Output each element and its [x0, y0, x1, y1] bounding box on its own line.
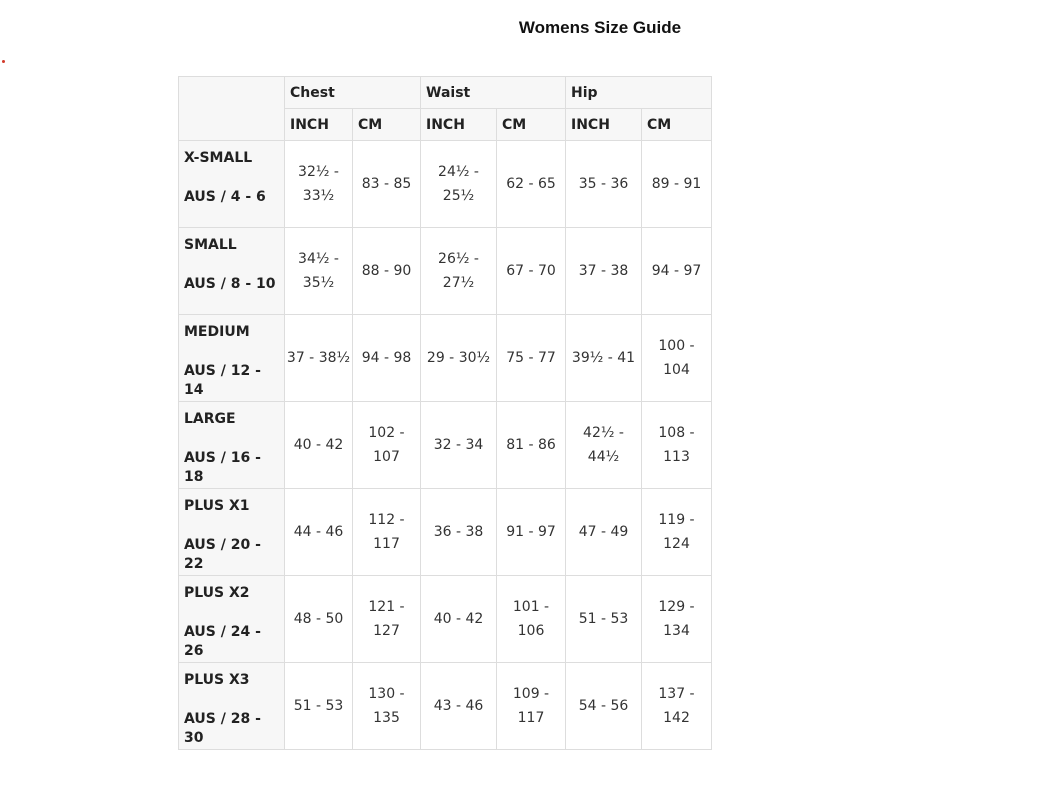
cell-hip-inch — [566, 663, 642, 750]
cell-waist-cm — [497, 228, 566, 315]
size-name: X-SMALL — [184, 150, 253, 166]
cell-chest-inch — [285, 228, 353, 315]
cell-value: 26½ - 27½ — [438, 251, 479, 291]
cell-value: 121 - 127 — [368, 599, 405, 639]
cell-hip-cm — [642, 228, 712, 315]
unit-header-waist-inch: INCH — [421, 109, 497, 141]
size-name: PLUS X3 — [184, 672, 250, 688]
cell-chest-cm — [353, 489, 421, 576]
cell-chest-cm — [353, 576, 421, 663]
size-table-body — [179, 141, 712, 750]
aus-size: AUS / 4 - 6 — [184, 189, 266, 205]
table-row — [179, 576, 712, 663]
cell-value: 102 - 107 — [368, 425, 405, 465]
cell-value: 129 - 134 — [658, 599, 695, 639]
cell-waist-cm — [497, 576, 566, 663]
cell-value: 91 - 97 — [506, 524, 556, 540]
cell-waist-inch — [421, 315, 497, 402]
cell-value: 32½ - 33½ — [298, 164, 339, 204]
cell-chest-inch — [285, 141, 353, 228]
group-header-row — [179, 77, 712, 109]
group-header-chest: Chest — [285, 77, 421, 109]
cell-value: 51 - 53 — [578, 611, 629, 627]
aus-size: AUS / 12 - 14 — [184, 363, 261, 398]
cell-value: 130 - 135 — [368, 686, 405, 726]
unit-header-hip-inch: INCH — [566, 109, 642, 141]
cell-value: 47 - 49 — [578, 524, 629, 540]
cell-hip-inch — [566, 315, 642, 402]
group-header-hip: Hip — [566, 77, 712, 109]
cell-value: 83 - 85 — [361, 176, 412, 192]
cell-hip-cm — [642, 489, 712, 576]
size-name: SMALL — [184, 237, 237, 253]
size-name: PLUS X2 — [184, 585, 250, 601]
cell-chest-inch — [285, 315, 353, 402]
unit-header-waist-cm: CM — [497, 109, 566, 141]
cell-value: 39½ - 41 — [571, 350, 636, 366]
row-header — [179, 228, 285, 315]
cell-waist-cm — [497, 315, 566, 402]
cell-hip-cm — [642, 402, 712, 489]
unit-header-chest-inch: INCH — [285, 109, 353, 141]
cell-waist-cm — [497, 663, 566, 750]
cell-value: 81 - 86 — [506, 437, 556, 453]
table-row — [179, 402, 712, 489]
group-header-waist: Waist — [421, 77, 566, 109]
size-name: LARGE — [184, 411, 236, 427]
cell-value: 119 - 124 — [658, 512, 695, 552]
cell-hip-cm — [642, 141, 712, 228]
cell-value: 100 - 104 — [658, 338, 695, 378]
cell-waist-cm — [497, 141, 566, 228]
cell-chest-cm — [353, 315, 421, 402]
cell-hip-cm — [642, 576, 712, 663]
size-name: MEDIUM — [184, 324, 250, 340]
cell-chest-inch — [285, 489, 353, 576]
cell-value: 44 - 46 — [293, 524, 344, 540]
cell-value: 37 - 38½ — [286, 350, 351, 366]
cell-value: 51 - 53 — [293, 698, 344, 714]
table-row — [179, 141, 712, 228]
table-row — [179, 315, 712, 402]
unit-header-hip-cm: CM — [642, 109, 712, 141]
aus-size: AUS / 20 - 22 — [184, 537, 261, 572]
cell-waist-cm — [497, 402, 566, 489]
cell-value: 42½ - 44½ — [583, 425, 624, 465]
cell-value: 43 - 46 — [433, 698, 484, 714]
row-header — [179, 576, 285, 663]
cell-value: 137 - 142 — [658, 686, 695, 726]
cell-hip-inch — [566, 576, 642, 663]
cell-value: 67 - 70 — [506, 263, 556, 279]
cell-hip-cm — [642, 663, 712, 750]
cell-chest-cm — [353, 663, 421, 750]
cell-value: 75 - 77 — [506, 350, 556, 366]
table-row — [179, 489, 712, 576]
cell-value: 108 - 113 — [658, 425, 695, 465]
cell-value: 112 - 117 — [368, 512, 405, 552]
cell-value: 40 - 42 — [293, 437, 344, 453]
row-header — [179, 315, 285, 402]
cell-value: 88 - 90 — [361, 263, 412, 279]
cell-chest-cm — [353, 402, 421, 489]
cell-waist-inch — [421, 228, 497, 315]
row-header — [179, 489, 285, 576]
corner-cell — [179, 77, 285, 141]
cell-value: 24½ - 25½ — [438, 164, 479, 204]
cell-hip-inch — [566, 141, 642, 228]
cell-waist-inch — [421, 576, 497, 663]
size-name: PLUS X1 — [184, 498, 250, 514]
red-dot-mark — [2, 60, 5, 63]
cell-hip-inch — [566, 228, 642, 315]
cell-waist-inch — [421, 402, 497, 489]
unit-header-chest-cm: CM — [353, 109, 421, 141]
cell-waist-inch — [421, 663, 497, 750]
cell-chest-inch — [285, 663, 353, 750]
aus-size: AUS / 24 - 26 — [184, 624, 261, 659]
cell-value: 48 - 50 — [293, 611, 344, 627]
row-header — [179, 141, 285, 228]
cell-value: 109 - 117 — [512, 686, 550, 726]
cell-hip-inch — [566, 402, 642, 489]
cell-waist-inch — [421, 141, 497, 228]
aus-size: AUS / 8 - 10 — [184, 276, 276, 292]
cell-value: 54 - 56 — [578, 698, 629, 714]
cell-value: 37 - 38 — [578, 263, 629, 279]
cell-value: 32 - 34 — [433, 437, 484, 453]
aus-size: AUS / 28 - 30 — [184, 711, 261, 746]
cell-waist-inch — [421, 489, 497, 576]
table-row — [179, 663, 712, 750]
cell-value: 34½ - 35½ — [298, 251, 339, 291]
cell-hip-cm — [642, 315, 712, 402]
cell-chest-cm — [353, 141, 421, 228]
cell-value: 29 - 30½ — [426, 350, 491, 366]
size-guide-table — [178, 76, 712, 750]
cell-chest-cm — [353, 228, 421, 315]
cell-hip-inch — [566, 489, 642, 576]
aus-size: AUS / 16 - 18 — [184, 450, 261, 485]
cell-value: 89 - 91 — [651, 176, 702, 192]
cell-chest-inch — [285, 402, 353, 489]
row-header — [179, 402, 285, 489]
table-row — [179, 228, 712, 315]
cell-value: 94 - 97 — [651, 263, 702, 279]
cell-chest-inch — [285, 576, 353, 663]
cell-value: 40 - 42 — [433, 611, 484, 627]
cell-value: 36 - 38 — [433, 524, 484, 540]
cell-waist-cm — [497, 489, 566, 576]
page-title: Womens Size Guide — [518, 18, 682, 37]
cell-value: 62 - 65 — [506, 176, 556, 192]
cell-value: 35 - 36 — [578, 176, 629, 192]
cell-value: 101 - 106 — [512, 599, 550, 639]
cell-value: 94 - 98 — [361, 350, 412, 366]
row-header — [179, 663, 285, 750]
